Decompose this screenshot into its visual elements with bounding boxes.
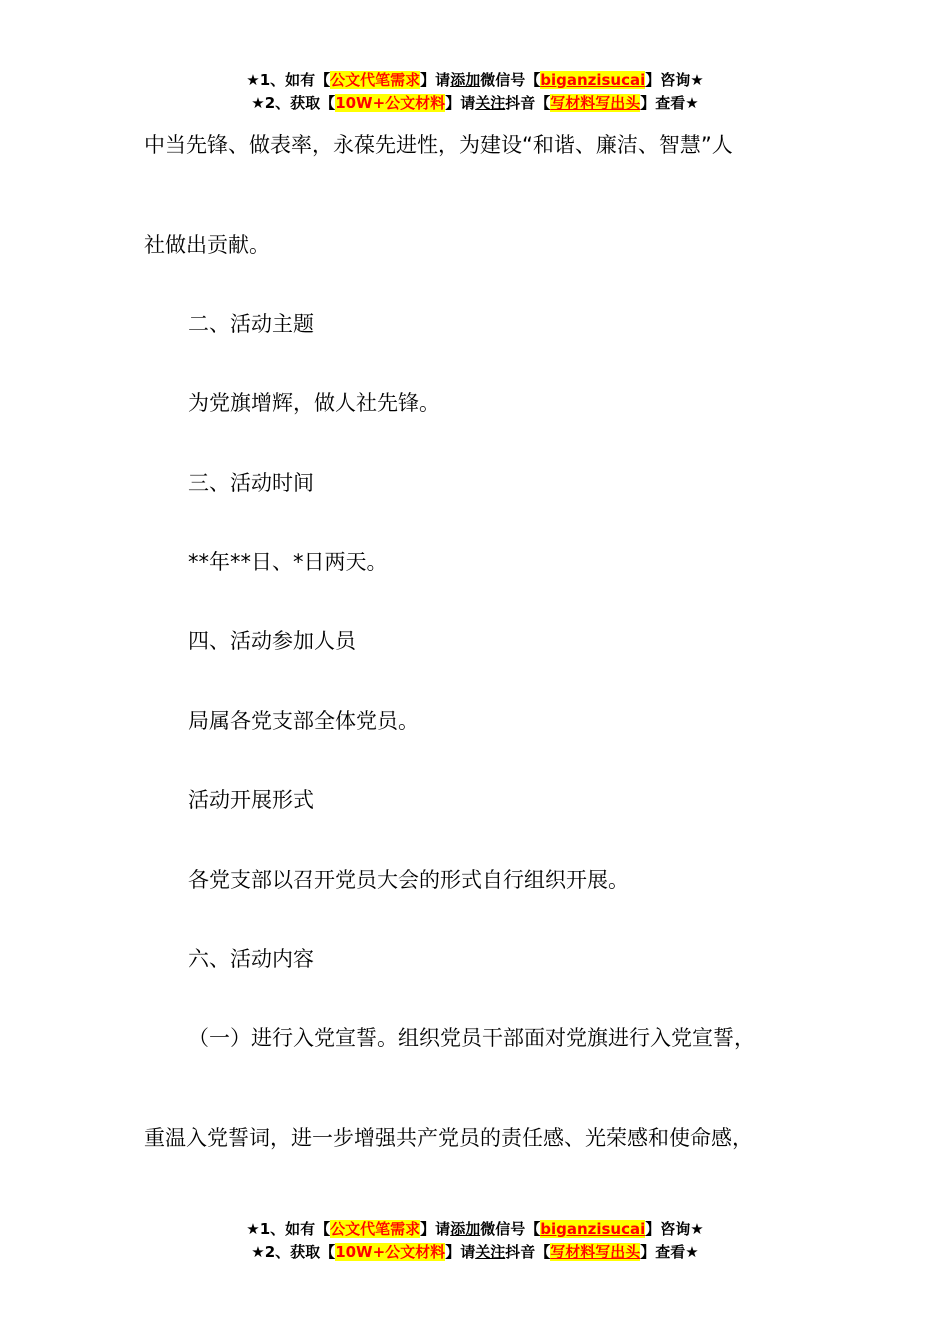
body-line: （一）进行入党宣誓。组织党员干部面对党旗进行入党宣誓， xyxy=(188,1026,755,1050)
banner-text: 】请 xyxy=(420,1220,451,1238)
banner-line-1 xyxy=(0,69,950,92)
banner-text: 】咨询★ xyxy=(645,71,704,89)
footer-banner xyxy=(0,1218,950,1264)
banner-underlined: 关注 xyxy=(475,94,506,112)
body-line: 中当先锋、做表率，永葆先进性，为建设“和谐、廉洁、智慧”人 xyxy=(144,133,733,157)
banner-text: 】请 xyxy=(445,1243,476,1261)
body-line: 社做出贡献。 xyxy=(144,233,270,257)
body-line: 局属各党支部全体党员。 xyxy=(188,709,419,733)
banner-line-2 xyxy=(0,1241,950,1264)
banner-line-1 xyxy=(0,1218,950,1241)
banner-highlight: 10W+公文材料 xyxy=(335,1243,446,1261)
banner-text: 】请 xyxy=(420,71,451,89)
body-line: 各党支部以召开党员大会的形式自行组织开展。 xyxy=(188,868,629,892)
banner-underlined: 关注 xyxy=(475,1243,506,1261)
banner-text: 】查看★ xyxy=(640,1243,699,1261)
banner-text: ★2、获取【 xyxy=(251,94,336,112)
section-heading: 三、活动时间 xyxy=(188,471,314,495)
section-heading: 二、活动主题 xyxy=(188,312,314,336)
banner-highlight: 公文代笔需求 xyxy=(330,71,421,89)
banner-line-2 xyxy=(0,92,950,115)
banner-text: 微信号【 xyxy=(480,71,541,89)
banner-text: 】请 xyxy=(445,94,476,112)
header-banner xyxy=(0,69,950,115)
banner-text: 抖音【 xyxy=(505,94,551,112)
section-heading: 活动开展形式 xyxy=(188,788,314,812)
banner-text: 抖音【 xyxy=(505,1243,551,1261)
banner-douyin-id: 写材料写出头 xyxy=(550,94,641,112)
banner-douyin-id: 写材料写出头 xyxy=(550,1243,641,1261)
banner-underlined: 添加 xyxy=(450,1220,481,1238)
banner-text: ★1、如有【 xyxy=(246,1220,331,1238)
banner-text: ★2、获取【 xyxy=(251,1243,336,1261)
body-line: 重温入党誓词，进一步增强共产党员的责任感、光荣感和使命感， xyxy=(144,1126,753,1150)
banner-highlight: 10W+公文材料 xyxy=(335,94,446,112)
banner-wechat-id: biganzisucai xyxy=(540,71,646,89)
body-line: 为党旗增辉，做人社先锋。 xyxy=(188,391,440,415)
banner-text: 】查看★ xyxy=(640,94,699,112)
body-line: **年**日、*日两天。 xyxy=(188,550,388,574)
section-heading: 六、活动内容 xyxy=(188,947,314,971)
section-heading: 四、活动参加人员 xyxy=(188,629,356,653)
banner-underlined: 添加 xyxy=(450,71,481,89)
banner-highlight: 公文代笔需求 xyxy=(330,1220,421,1238)
banner-text: ★1、如有【 xyxy=(246,71,331,89)
banner-wechat-id: biganzisucai xyxy=(540,1220,646,1238)
banner-text: 】咨询★ xyxy=(645,1220,704,1238)
banner-text: 微信号【 xyxy=(480,1220,541,1238)
